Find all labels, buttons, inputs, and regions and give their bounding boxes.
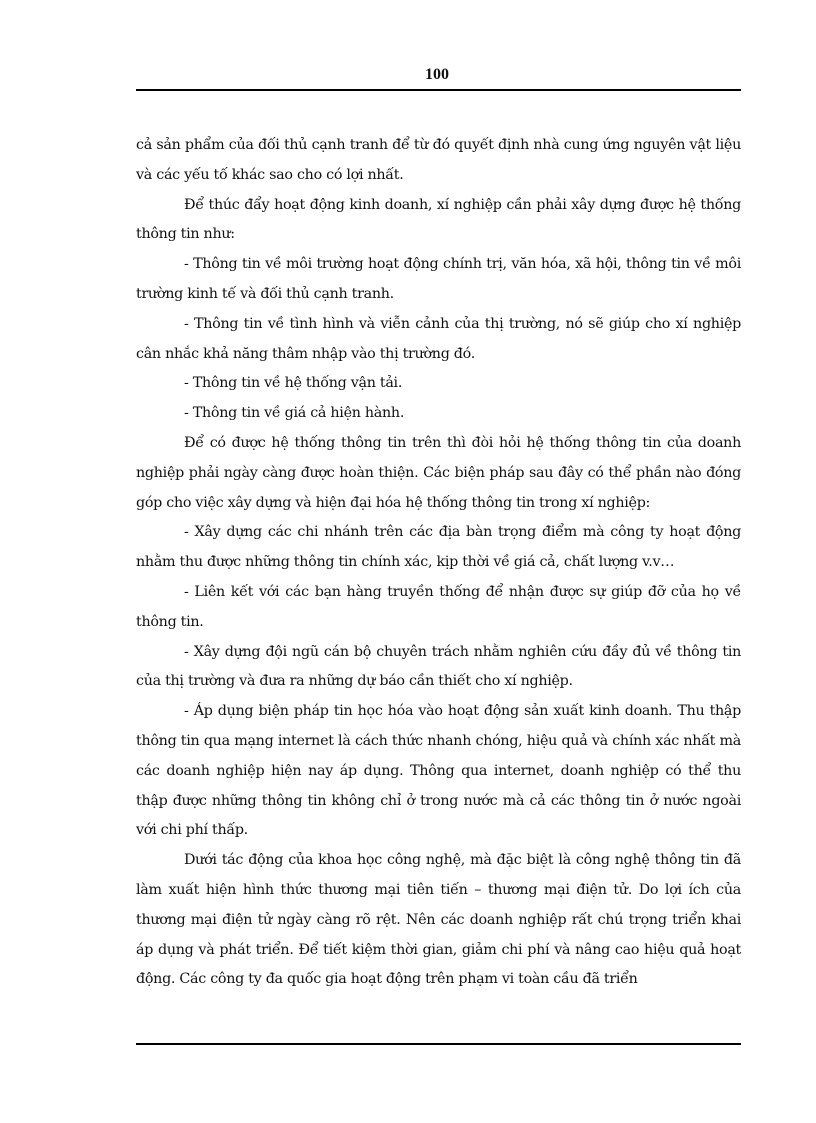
list-item: - Thông tin về giá cả hiện hành.	[184, 405, 405, 422]
paragraph: Dưới tác động của khoa học công nghệ, mà đặc biệt là công nghệ thông tin đã làm xuất hiện hình thức thương mại tiên tiến – thương mại điện tử. Do lợi ích của thương mại điện tử ngày càng rõ rệt. Nên các doanh nghiệp rất chú trọng triển khai áp dụng và phát triển. Để tiết kiệm thời gian, giảm chi phí và nâng cao hiệu quả hoạt động. Các công ty đa quốc gia hoạt động trên phạm vi toàn cầu đã triển	[136, 852, 741, 988]
list-item: - Áp dụng biện pháp tin học hóa vào hoạt động sản xuất kinh doanh. Thu thập thông tin qua mạng internet là cách thức nhanh chóng, hiệu quả và chính xác nhất mà các doanh nghiệp hiện nay áp dụng. Thông qua internet, doanh nghiệp có thể thu thập được những thông tin không chỉ ở trong nước mà cả các thông tin ở nước ngoài với chi phí thấp.	[136, 703, 741, 839]
list-item: - Thông tin về môi trường hoạt động chính trị, văn hóa, xã hội, thông tin về môi trường kinh tế và đối thủ cạnh tranh.	[136, 256, 741, 302]
header-rule	[136, 89, 741, 91]
body-text	[136, 131, 741, 995]
list-item: - Liên kết với các bạn hàng truyền thống để nhận được sự giúp đỡ của họ về thông tin.	[136, 583, 741, 630]
paragraph: cả sản phẩm của đối thủ cạnh tranh để từ đó quyết định nhà cung ứng nguyên vật liệu và các yếu tố khác sao cho có lợi nhất.	[136, 137, 741, 183]
list-item: - Xây dựng đội ngũ cán bộ chuyên trách nhằm nghiên cứu đầy đủ về thông tin của thị trường và đưa ra những dự báo cần thiết cho xí nghiệp.	[136, 643, 741, 690]
paragraph: Để có được hệ thống thông tin trên thì đòi hỏi hệ thống thông tin của doanh nghiệp phải ngày càng được hoàn thiện. Các biện pháp sau đây có thể phần nào đóng góp cho việc xây dựng và hiện đại hóa hệ thống thông tin trong xí nghiệp:	[136, 434, 741, 511]
list-item: - Thông tin về hệ thống vận tải.	[184, 375, 403, 392]
paragraph: Để thúc đẩy hoạt động kinh doanh, xí nghiệp cần phải xây dựng được hệ thống thông tin như:	[136, 196, 741, 243]
page-number: 100	[425, 66, 449, 83]
list-item: - Thông tin về tình hình và viễn cảnh của thị trường, nó sẽ giúp cho xí nghiệp cân nhắc khả năng thâm nhập vào thị trường đó.	[136, 315, 741, 362]
footer-rule	[136, 1043, 741, 1045]
list-item: - Xây dựng các chi nhánh trên các địa bàn trọng điểm mà công ty hoạt động nhằm thu được những thông tin chính xác, kịp thời về giá cả, chất lượng v.v…	[136, 524, 741, 571]
